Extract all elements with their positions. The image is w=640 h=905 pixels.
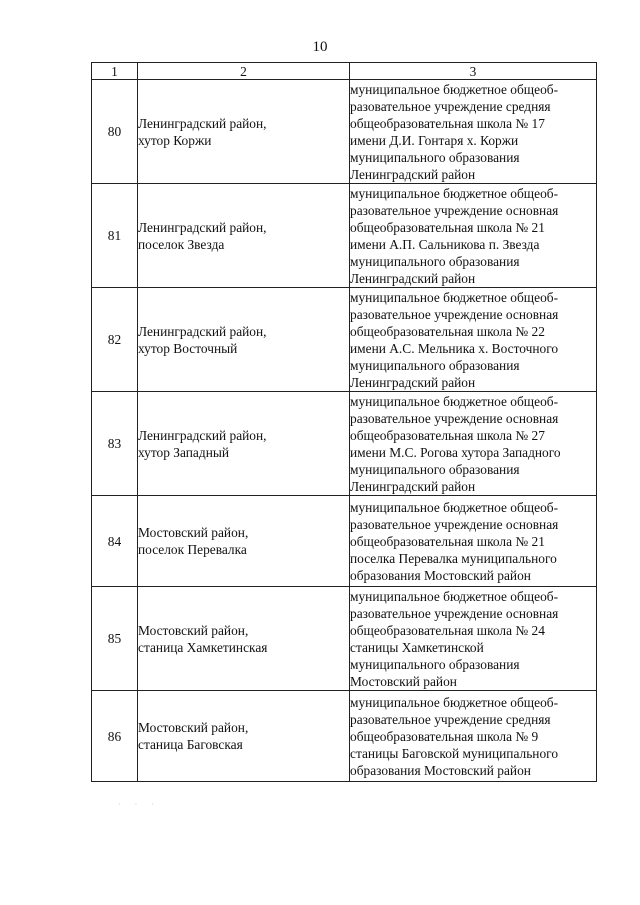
- location-text: Мостовский район, станица Баговская: [138, 720, 249, 752]
- table-row: [92, 288, 597, 392]
- table-row: [92, 80, 597, 184]
- table-row: [92, 184, 597, 288]
- schools-table: [91, 62, 597, 782]
- location-text: Ленинградский район, хутор Восточный: [138, 323, 267, 356]
- scan-artifact: · · ·: [118, 800, 160, 809]
- row-number: 82: [92, 288, 138, 392]
- table-row: [92, 392, 597, 496]
- column-header-2: 2: [138, 63, 350, 80]
- location-text: Мостовский район, поселок Перевалка: [138, 525, 249, 557]
- row-number: 85: [92, 587, 138, 691]
- location-text: Ленинградский район, хутор Коржи: [138, 115, 267, 148]
- row-school-name: муниципальное бюджетное общеоб- разовательное учреждение основная общеобразовательная школа № 27 имени М.С. Рогова хутора Западного муниципального образования Ленинградский район: [350, 392, 597, 496]
- row-school-name: муниципальное бюджетное общеоб- разовательное учреждение основная общеобразовательная школа № 21 поселка Перевалка муниципального образования Мостовский район: [350, 496, 597, 587]
- row-location: [138, 587, 350, 691]
- table-row: [92, 587, 597, 691]
- table-row: [92, 496, 597, 587]
- location-text: Ленинградский район, поселок Звезда: [138, 219, 267, 252]
- column-header-1: 1: [92, 63, 138, 80]
- row-number: 84: [92, 496, 138, 587]
- row-school-name: муниципальное бюджетное общеоб- разовательное учреждение средняя общеобразовательная школа № 17 имени Д.И. Гонтаря х. Коржи муниципального образования Ленинградский район: [350, 80, 597, 184]
- row-number: 86: [92, 691, 138, 782]
- row-location: [138, 392, 350, 496]
- row-school-name: муниципальное бюджетное общеоб- разовательное учреждение средняя общеобразовательная школа № 9 станицы Баговской муниципального образования Мостовский район: [350, 691, 597, 782]
- page-number: 10: [312, 39, 328, 55]
- row-location: [138, 496, 350, 587]
- row-number: 81: [92, 184, 138, 288]
- row-school-name: муниципальное бюджетное общеоб- разовательное учреждение основная общеобразовательная школа № 21 имени А.П. Сальникова п. Звезда муниципального образования Ленинградский район: [350, 184, 597, 288]
- location-text: Мостовский район, станица Хамкетинская: [138, 622, 268, 655]
- row-school-name: муниципальное бюджетное общеоб- разовательное учреждение основная общеобразовательная школа № 22 имени А.С. Мельника х. Восточного муниципального образования Ленинградский район: [350, 288, 597, 392]
- table-header-row: [92, 63, 597, 80]
- column-header-3: 3: [350, 63, 597, 80]
- row-location: [138, 288, 350, 392]
- row-number: 83: [92, 392, 138, 496]
- location-text: Ленинградский район, хутор Западный: [138, 427, 267, 460]
- table-row: [92, 691, 597, 782]
- row-location: [138, 691, 350, 782]
- row-school-name: муниципальное бюджетное общеоб- разовательное учреждение основная общеобразовательная школа № 24 станицы Хамкетинской муниципального образования Мостовский район: [350, 587, 597, 691]
- row-number: 80: [92, 80, 138, 184]
- row-location: [138, 184, 350, 288]
- row-location: [138, 80, 350, 184]
